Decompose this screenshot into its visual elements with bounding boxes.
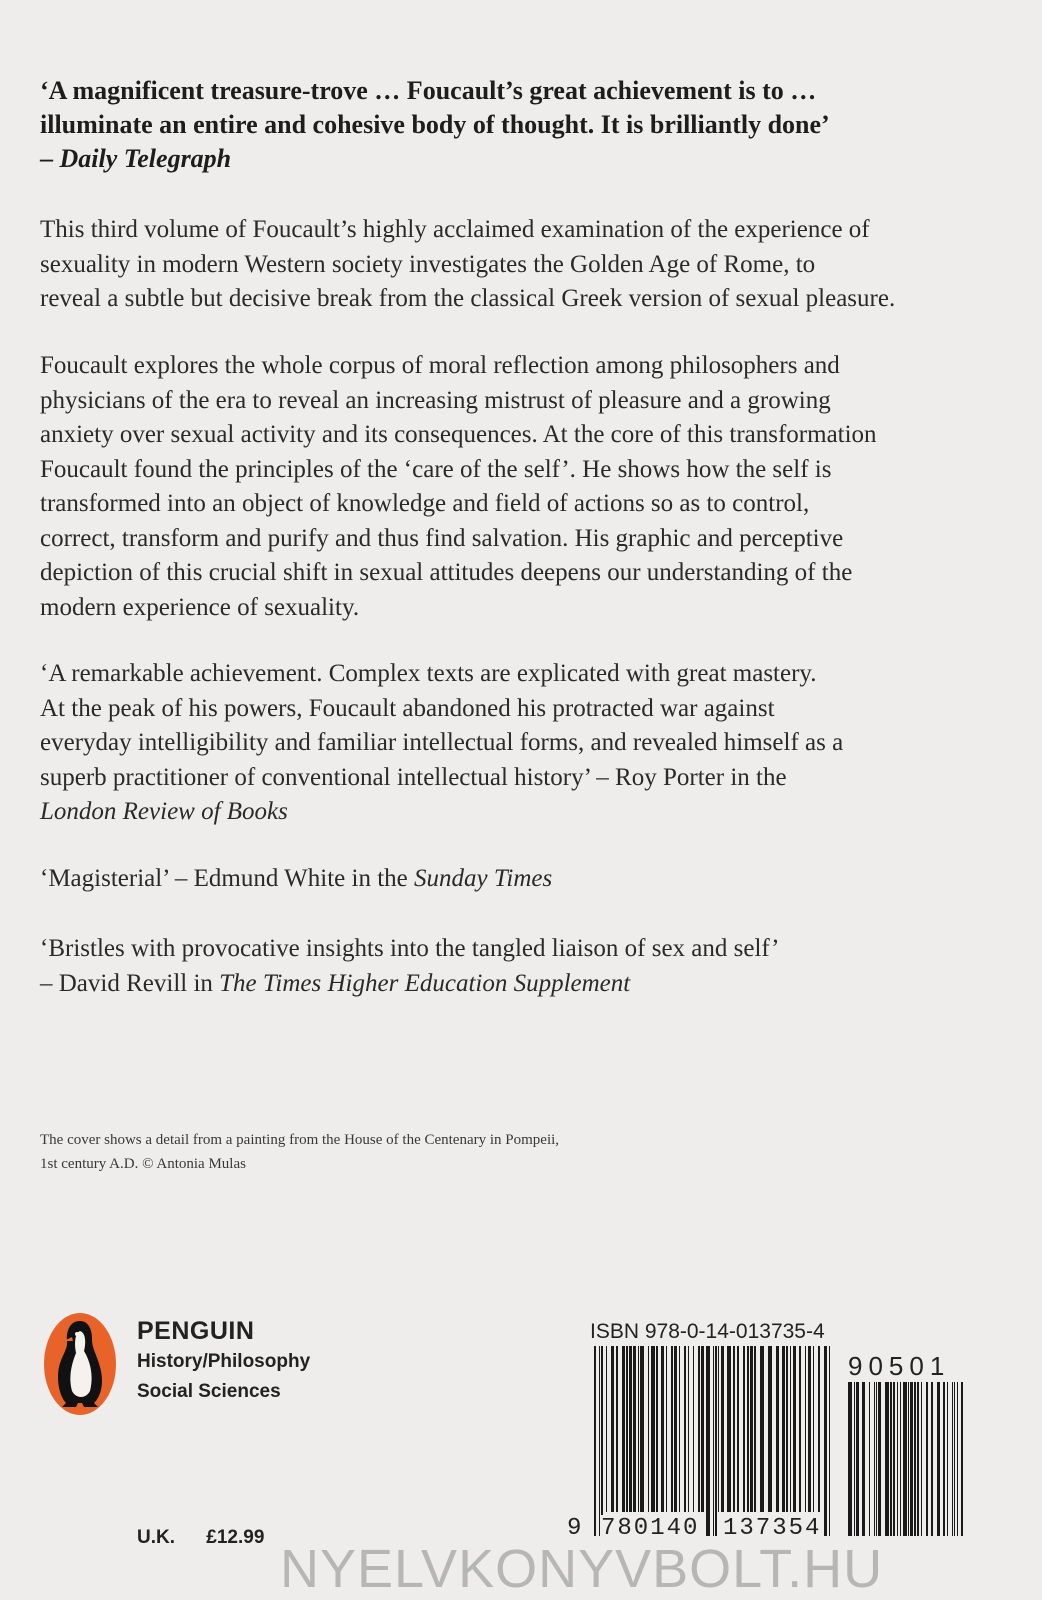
barcode-bar bbox=[715, 1346, 717, 1536]
publisher-imprint bbox=[137, 1315, 310, 1407]
barcode-bar bbox=[747, 1346, 749, 1512]
barcode-bar bbox=[666, 1346, 667, 1512]
revill-review bbox=[40, 932, 1000, 1001]
barcode-addon-bar bbox=[908, 1382, 909, 1536]
barcode-left-digits: 780140 bbox=[601, 1515, 700, 1542]
description-2-line: transformed into an object of knowledge and field of actions so as to control, bbox=[40, 490, 810, 517]
barcode-bar bbox=[611, 1346, 614, 1512]
barcode-bar bbox=[640, 1346, 644, 1512]
barcode-bar bbox=[651, 1346, 655, 1512]
barcode-bar bbox=[776, 1346, 779, 1512]
telegraph-source: Daily Telegraph bbox=[59, 144, 232, 173]
barcode-addon-bar bbox=[900, 1382, 901, 1536]
barcode-addon-bar bbox=[931, 1382, 933, 1536]
telegraph-quote-attribution bbox=[40, 142, 1000, 176]
barcode-bar bbox=[698, 1346, 700, 1512]
price-amount: £12.99 bbox=[206, 1527, 265, 1548]
barcode-addon-bar bbox=[937, 1382, 940, 1536]
revill-review-source: The Times Higher Education Supplement bbox=[219, 969, 631, 997]
description-paragraph-2 bbox=[40, 349, 1000, 625]
barcode-bar bbox=[713, 1346, 714, 1536]
barcode-addon-bar bbox=[903, 1382, 907, 1536]
porter-review-line: ‘A remarkable achievement. Complex texts are explicated with great mastery. bbox=[40, 660, 817, 687]
cover-credit-line-1: The cover shows a detail from a painting from the House of the Centenary in Pompeii, bbox=[40, 1132, 560, 1148]
penguin-logo-icon bbox=[42, 1311, 118, 1417]
barcode-bar bbox=[606, 1346, 607, 1512]
publisher-name: PENGUIN bbox=[137, 1317, 255, 1345]
revill-review-attribution: – David Revill in bbox=[40, 969, 220, 997]
barcode-bar bbox=[638, 1346, 639, 1512]
barcode-bar bbox=[782, 1346, 785, 1512]
barcode-addon-bar bbox=[874, 1382, 875, 1536]
barcode-bar bbox=[737, 1346, 739, 1512]
barcode-addon-bar bbox=[947, 1382, 948, 1536]
barcode-addon-bar bbox=[926, 1382, 928, 1536]
barcode-bar bbox=[790, 1346, 791, 1512]
barcode-bar bbox=[818, 1346, 820, 1512]
white-review bbox=[40, 862, 1000, 897]
barcode-bar bbox=[706, 1346, 710, 1536]
description-paragraph-1 bbox=[40, 213, 1000, 317]
barcode-bar bbox=[616, 1346, 618, 1512]
description-2-line: depiction of this crucial shift in sexual attitudes deepens our understanding of the bbox=[40, 559, 853, 586]
barcode-bar bbox=[793, 1346, 796, 1512]
telegraph-quote bbox=[40, 74, 1000, 176]
barcode-right-digits: 137354 bbox=[723, 1515, 822, 1542]
barcode-bar bbox=[754, 1346, 756, 1512]
barcode-bar bbox=[648, 1346, 649, 1512]
barcode-bar bbox=[693, 1346, 694, 1512]
telegraph-quote-line-2: illuminate an entire and cohesive body of thought. It is brilliantly done’ bbox=[40, 110, 830, 139]
barcode-bar bbox=[805, 1346, 806, 1512]
cover-credit-line-2: 1st century A.D. © Antonia Mulas bbox=[40, 1156, 246, 1172]
description-2-line: modern experience of sexuality. bbox=[40, 593, 360, 621]
revill-review-line-1: ‘Bristles with provocative insights into the tangled liaison of sex and self’ bbox=[40, 935, 780, 962]
barcode-addon-bar bbox=[957, 1382, 958, 1536]
barcode-bar bbox=[601, 1346, 603, 1536]
barcode-bar bbox=[701, 1346, 704, 1512]
barcode-addon-bar bbox=[893, 1382, 895, 1536]
revill-review-line-2 bbox=[40, 967, 1000, 1002]
description-2-line: anxiety over sexual activity and its consequences. At the core of this transformation bbox=[40, 421, 877, 448]
price-region: U.K. bbox=[137, 1527, 175, 1548]
barcode-bar bbox=[684, 1346, 686, 1512]
porter-review-line: At the peak of his powers, Foucault abandoned his protracted war against bbox=[40, 694, 775, 722]
description-2-line: Foucault explores the whole corpus of moral reflection among philosophers and bbox=[40, 352, 840, 379]
barcode-bar bbox=[813, 1346, 814, 1512]
barcode-addon-bar bbox=[856, 1382, 859, 1536]
description-1-line: reveal a subtle but decisive break from the classical Greek version of sexual pleasure. bbox=[40, 285, 896, 312]
barcode-addon-bar bbox=[869, 1382, 870, 1536]
category-history-philosophy: History/Philosophy bbox=[137, 1351, 311, 1372]
barcode-bar bbox=[688, 1346, 689, 1512]
barcode-bar bbox=[727, 1346, 731, 1512]
watermark: NYELVKONYVBOLT.HU bbox=[280, 1539, 884, 1599]
barcode-bar bbox=[629, 1346, 632, 1512]
attribution-dash: – bbox=[40, 144, 60, 173]
barcode-bar bbox=[674, 1346, 677, 1512]
barcode-addon-bar bbox=[917, 1382, 919, 1536]
barcode-addon-bar bbox=[854, 1382, 855, 1536]
barcode-bar bbox=[829, 1346, 830, 1536]
description-2-line: Foucault found the principles of the ‘care of the self’. He shows how the self is bbox=[40, 455, 832, 483]
barcode-addon-bar bbox=[954, 1382, 955, 1536]
barcode-bar bbox=[656, 1346, 658, 1512]
porter-review-line: everyday intelligibility and familiar intellectual forms, and revealed himself as a bbox=[40, 729, 844, 756]
barcode-bar bbox=[721, 1346, 724, 1512]
barcode-bar bbox=[622, 1346, 625, 1512]
barcode-addon-bar bbox=[952, 1382, 953, 1536]
barcode-addon-bar bbox=[876, 1382, 877, 1536]
white-review-text: ‘Magisterial’ – Edmund White in the bbox=[40, 865, 414, 892]
category-social-sciences: Social Sciences bbox=[137, 1381, 281, 1402]
telegraph-quote-line-1: ‘A magnificent treasure-trove … Foucault’s great achievement is to … bbox=[40, 76, 817, 105]
barcode-addon-bar bbox=[961, 1382, 963, 1536]
barcode-bar bbox=[760, 1346, 764, 1512]
white-review-source: Sunday Times bbox=[414, 865, 553, 892]
description-1-line: sexuality in modern Western society investigates the Golden Age of Rome, to bbox=[40, 250, 816, 278]
barcode-bar bbox=[824, 1346, 827, 1536]
barcode-bar bbox=[679, 1346, 680, 1512]
barcode-bar bbox=[808, 1346, 811, 1512]
barcode-bar bbox=[594, 1346, 596, 1536]
barcode-addon-bar bbox=[862, 1382, 865, 1536]
porter-review bbox=[40, 657, 1000, 830]
barcode-bar bbox=[661, 1346, 664, 1512]
description-2-line: correct, transform and purify and thus find salvation. His graphic and perceptive bbox=[40, 524, 844, 552]
barcode-bar bbox=[750, 1346, 753, 1512]
barcode-addon-bar bbox=[914, 1382, 916, 1536]
barcode-addon-bar bbox=[921, 1382, 922, 1536]
description-2-line: physicians of the era to reveal an increasing mistrust of pleasure and a growing bbox=[40, 386, 831, 414]
barcode-addon-bar bbox=[910, 1382, 913, 1536]
barcode-addon-bar bbox=[890, 1382, 892, 1536]
porter-review-line: superb practitioner of conventional intellectual history’ – Roy Porter in the bbox=[40, 763, 787, 791]
price bbox=[137, 1527, 290, 1549]
barcode-addon-bar bbox=[897, 1382, 898, 1536]
barcode-bar bbox=[743, 1346, 745, 1512]
isbn-label: ISBN 978-0-14-013735-4 bbox=[590, 1320, 825, 1343]
description-1-line: This third volume of Foucault’s highly acclaimed examination of the experience of bbox=[40, 216, 870, 243]
barcode-addon-digits: 90501 bbox=[848, 1351, 951, 1381]
barcode-addon-bar bbox=[943, 1382, 945, 1536]
barcode-addon-bar bbox=[878, 1382, 881, 1536]
barcode-addon-bar bbox=[848, 1382, 852, 1536]
porter-review-source: London Review of Books bbox=[40, 798, 288, 825]
cover-credit bbox=[40, 1128, 940, 1176]
barcode-addon-bar bbox=[885, 1382, 889, 1536]
barcode-bar bbox=[799, 1346, 801, 1512]
barcode-bar bbox=[671, 1346, 673, 1512]
barcode-bar bbox=[633, 1346, 636, 1512]
barcode-bar bbox=[626, 1346, 628, 1512]
barcode-bar bbox=[718, 1346, 719, 1512]
barcode-lead-digit: 9 bbox=[567, 1515, 582, 1542]
barcode-bar bbox=[599, 1346, 600, 1536]
barcode-bar bbox=[733, 1346, 735, 1512]
barcode-bar bbox=[786, 1346, 788, 1512]
barcode-bar bbox=[768, 1346, 772, 1512]
